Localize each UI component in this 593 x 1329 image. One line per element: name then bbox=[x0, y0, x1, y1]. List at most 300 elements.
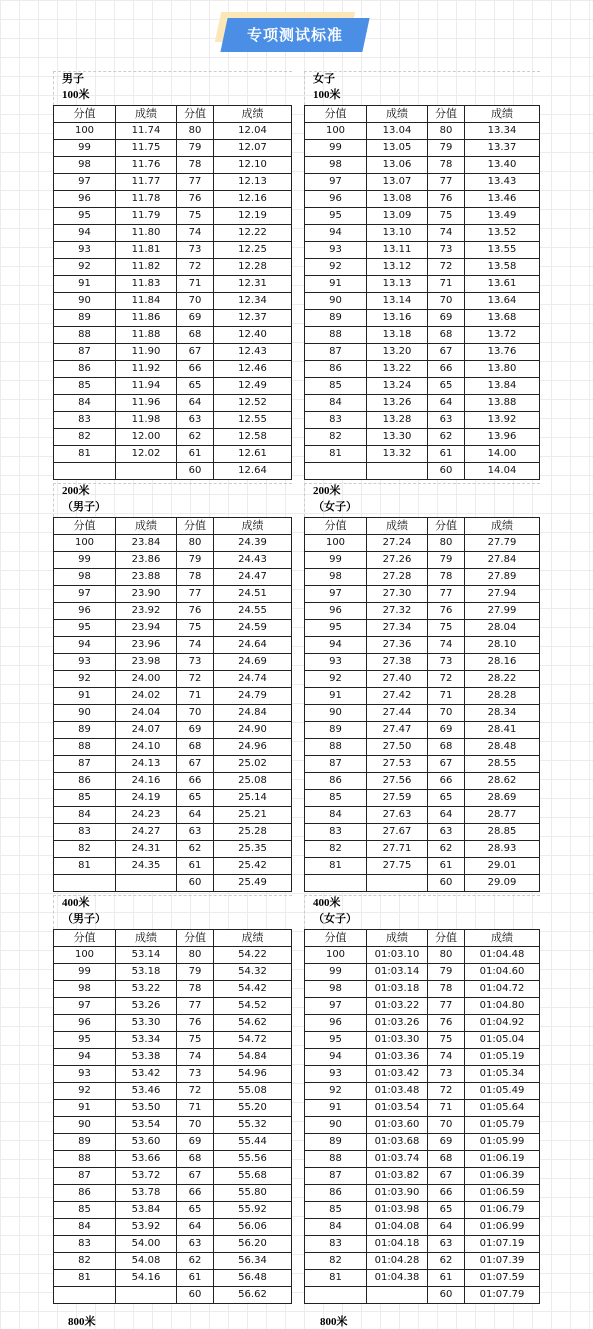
table-row bbox=[54, 1185, 292, 1202]
table-cell: 24.90 bbox=[214, 722, 292, 739]
table-cell: 68 bbox=[428, 1151, 465, 1168]
table-cell: 01:07.59 bbox=[465, 1270, 540, 1287]
table-cell: 13.37 bbox=[465, 140, 540, 157]
table-row bbox=[54, 1151, 292, 1168]
table-cell: 70 bbox=[428, 1117, 465, 1134]
section-header-line2: （男子） bbox=[62, 913, 106, 925]
table-cell: 75 bbox=[177, 1032, 214, 1049]
table-cell: 13.55 bbox=[465, 242, 540, 259]
section-header-line1: 200米 bbox=[62, 485, 90, 497]
table-cell: 54.72 bbox=[214, 1032, 292, 1049]
table-cell: 92 bbox=[54, 259, 116, 276]
table-cell: 24.35 bbox=[116, 858, 177, 875]
table-header-row bbox=[54, 518, 292, 535]
table-cell: 24.47 bbox=[214, 569, 292, 586]
table-cell: 83 bbox=[305, 824, 367, 841]
table-cell: 80 bbox=[428, 123, 465, 140]
table-row bbox=[54, 378, 292, 395]
table-cell: 68 bbox=[177, 739, 214, 756]
table-cell: 90 bbox=[54, 705, 116, 722]
table-cell: 54.00 bbox=[116, 1236, 177, 1253]
section-header bbox=[304, 71, 540, 105]
table-cell: 89 bbox=[54, 310, 116, 327]
table-cell: 24.59 bbox=[214, 620, 292, 637]
table-cell: 28.28 bbox=[465, 688, 540, 705]
table-cell: 69 bbox=[428, 722, 465, 739]
table-cell: 28.22 bbox=[465, 671, 540, 688]
table-cell: 01:03.22 bbox=[367, 998, 428, 1015]
table-cell: 27.94 bbox=[465, 586, 540, 603]
table-cell: 64 bbox=[177, 807, 214, 824]
table-cell: 11.80 bbox=[116, 225, 177, 242]
table-cell: 96 bbox=[305, 1015, 367, 1032]
table-cell: 83 bbox=[305, 412, 367, 429]
table-cell: 13.34 bbox=[465, 123, 540, 140]
table-row bbox=[305, 1100, 540, 1117]
table-cell: 73 bbox=[177, 242, 214, 259]
table-row bbox=[305, 790, 540, 807]
table-cell: 85 bbox=[305, 378, 367, 395]
table-cell: 69 bbox=[177, 1134, 214, 1151]
table-cell: 63 bbox=[177, 412, 214, 429]
table-cell: 11.78 bbox=[116, 191, 177, 208]
table-cell: 53.18 bbox=[116, 964, 177, 981]
table-cell: 81 bbox=[305, 446, 367, 463]
table-row bbox=[305, 225, 540, 242]
table-cell: 97 bbox=[305, 998, 367, 1015]
table-cell: 87 bbox=[305, 756, 367, 773]
table-cell: 13.04 bbox=[367, 123, 428, 140]
table-cell: 11.75 bbox=[116, 140, 177, 157]
table-row bbox=[305, 807, 540, 824]
table-cell: 53.46 bbox=[116, 1083, 177, 1100]
table-cell: 81 bbox=[54, 858, 116, 875]
female-section-2 bbox=[304, 895, 540, 1304]
table-cell: 27.24 bbox=[367, 535, 428, 552]
male-section-0 bbox=[53, 71, 292, 480]
table-cell: 53.60 bbox=[116, 1134, 177, 1151]
section-header-line2: 100米 bbox=[62, 89, 90, 101]
table-cell: 65 bbox=[428, 378, 465, 395]
table-cell: 13.08 bbox=[367, 191, 428, 208]
table-cell: 88 bbox=[54, 1151, 116, 1168]
table-cell: 77 bbox=[177, 998, 214, 1015]
table-cell: 13.72 bbox=[465, 327, 540, 344]
table-cell: 87 bbox=[54, 1168, 116, 1185]
section-header-line1: 400米 bbox=[313, 897, 341, 909]
table-row bbox=[54, 1049, 292, 1066]
table-cell: 71 bbox=[428, 1100, 465, 1117]
table-cell: 98 bbox=[305, 157, 367, 174]
table-cell: 55.80 bbox=[214, 1185, 292, 1202]
table-cell: 01:04.72 bbox=[465, 981, 540, 998]
table-row bbox=[305, 705, 540, 722]
table-cell: 28.77 bbox=[465, 807, 540, 824]
table-row bbox=[305, 1015, 540, 1032]
table-row bbox=[305, 654, 540, 671]
table-cell: 13.68 bbox=[465, 310, 540, 327]
score-table bbox=[53, 105, 292, 480]
table-cell: 24.07 bbox=[116, 722, 177, 739]
table-cell: 81 bbox=[54, 446, 116, 463]
table-cell: 01:06.19 bbox=[465, 1151, 540, 1168]
table-cell: 01:03.36 bbox=[367, 1049, 428, 1066]
table-row bbox=[54, 947, 292, 964]
table-cell: 01:06.99 bbox=[465, 1219, 540, 1236]
table-cell: 69 bbox=[177, 310, 214, 327]
table-cell: 12.07 bbox=[214, 140, 292, 157]
table-cell: 74 bbox=[428, 1049, 465, 1066]
table-row bbox=[54, 1219, 292, 1236]
table-cell: 76 bbox=[428, 1015, 465, 1032]
table-cell bbox=[367, 1287, 428, 1304]
table-cell: 75 bbox=[428, 1032, 465, 1049]
table-cell: 24.43 bbox=[214, 552, 292, 569]
table-cell: 87 bbox=[305, 1168, 367, 1185]
table-cell: 13.22 bbox=[367, 361, 428, 378]
table-cell: 66 bbox=[177, 773, 214, 790]
table-cell: 76 bbox=[428, 191, 465, 208]
table-cell: 75 bbox=[177, 208, 214, 225]
table-cell: 53.14 bbox=[116, 947, 177, 964]
table-cell: 55.20 bbox=[214, 1100, 292, 1117]
table-row bbox=[54, 225, 292, 242]
column-header: 成绩 bbox=[465, 106, 540, 123]
table-row bbox=[305, 569, 540, 586]
table-cell: 13.49 bbox=[465, 208, 540, 225]
table-cell: 24.04 bbox=[116, 705, 177, 722]
table-row bbox=[54, 1168, 292, 1185]
table-cell: 14.04 bbox=[465, 463, 540, 480]
table-cell: 85 bbox=[54, 1202, 116, 1219]
table-cell: 93 bbox=[305, 242, 367, 259]
column-header: 分值 bbox=[428, 518, 465, 535]
table-row bbox=[305, 327, 540, 344]
table-row bbox=[54, 344, 292, 361]
table-cell: 80 bbox=[428, 947, 465, 964]
table-row bbox=[54, 259, 292, 276]
table-cell: 99 bbox=[305, 140, 367, 157]
table-cell: 100 bbox=[305, 535, 367, 552]
table-cell: 94 bbox=[305, 637, 367, 654]
table-cell: 79 bbox=[428, 552, 465, 569]
table-cell: 13.76 bbox=[465, 344, 540, 361]
table-cell: 11.83 bbox=[116, 276, 177, 293]
table-cell: 28.41 bbox=[465, 722, 540, 739]
table-cell: 24.69 bbox=[214, 654, 292, 671]
column-header: 成绩 bbox=[367, 518, 428, 535]
table-row bbox=[305, 208, 540, 225]
table-row bbox=[54, 276, 292, 293]
table-cell: 29.09 bbox=[465, 875, 540, 892]
table-cell: 01:03.54 bbox=[367, 1100, 428, 1117]
table-cell: 53.34 bbox=[116, 1032, 177, 1049]
table-cell: 100 bbox=[54, 123, 116, 140]
table-cell: 11.74 bbox=[116, 123, 177, 140]
table-cell: 27.28 bbox=[367, 569, 428, 586]
table-cell: 70 bbox=[428, 705, 465, 722]
table-cell: 93 bbox=[54, 242, 116, 259]
table-cell: 55.32 bbox=[214, 1117, 292, 1134]
table-cell: 54.32 bbox=[214, 964, 292, 981]
table-cell: 84 bbox=[305, 1219, 367, 1236]
next-section-male-header: 800米 bbox=[68, 1316, 96, 1328]
table-cell: 92 bbox=[54, 1083, 116, 1100]
table-cell: 13.12 bbox=[367, 259, 428, 276]
table-cell: 92 bbox=[54, 671, 116, 688]
table-cell: 12.61 bbox=[214, 446, 292, 463]
table-row bbox=[54, 773, 292, 790]
section-header bbox=[53, 71, 292, 105]
table-cell: 67 bbox=[177, 756, 214, 773]
table-cell: 13.06 bbox=[367, 157, 428, 174]
table-row bbox=[305, 1151, 540, 1168]
table-cell: 23.96 bbox=[116, 637, 177, 654]
table-cell: 28.16 bbox=[465, 654, 540, 671]
table-cell bbox=[367, 875, 428, 892]
table-cell: 24.02 bbox=[116, 688, 177, 705]
table-cell: 01:03.74 bbox=[367, 1151, 428, 1168]
column-header: 分值 bbox=[54, 518, 116, 535]
table-row bbox=[305, 191, 540, 208]
table-cell: 13.18 bbox=[367, 327, 428, 344]
table-cell: 25.42 bbox=[214, 858, 292, 875]
table-cell: 24.79 bbox=[214, 688, 292, 705]
table-row bbox=[305, 535, 540, 552]
table-cell: 64 bbox=[177, 395, 214, 412]
table-cell: 27.47 bbox=[367, 722, 428, 739]
table-cell: 100 bbox=[54, 947, 116, 964]
table-row bbox=[54, 841, 292, 858]
table-row bbox=[305, 552, 540, 569]
table-row bbox=[305, 773, 540, 790]
table-row bbox=[54, 174, 292, 191]
table-row bbox=[305, 276, 540, 293]
table-cell: 79 bbox=[177, 964, 214, 981]
column-header: 分值 bbox=[54, 106, 116, 123]
table-cell: 25.35 bbox=[214, 841, 292, 858]
table-cell: 91 bbox=[54, 1100, 116, 1117]
table-cell: 74 bbox=[177, 1049, 214, 1066]
table-cell: 53.26 bbox=[116, 998, 177, 1015]
table-cell: 82 bbox=[54, 1253, 116, 1270]
table-row bbox=[54, 620, 292, 637]
table-cell: 60 bbox=[428, 463, 465, 480]
table-cell: 86 bbox=[305, 773, 367, 790]
table-cell: 62 bbox=[177, 429, 214, 446]
table-cell: 99 bbox=[305, 964, 367, 981]
table-row bbox=[54, 739, 292, 756]
table-cell: 77 bbox=[177, 174, 214, 191]
table-cell: 67 bbox=[177, 344, 214, 361]
table-cell: 13.40 bbox=[465, 157, 540, 174]
table-row bbox=[305, 174, 540, 191]
table-cell: 53.66 bbox=[116, 1151, 177, 1168]
table-cell: 64 bbox=[177, 1219, 214, 1236]
table-row bbox=[305, 310, 540, 327]
table-row bbox=[54, 1083, 292, 1100]
table-row bbox=[305, 1066, 540, 1083]
table-row bbox=[305, 395, 540, 412]
table-row bbox=[305, 756, 540, 773]
table-row bbox=[54, 361, 292, 378]
table-row bbox=[54, 535, 292, 552]
table-cell: 71 bbox=[428, 276, 465, 293]
column-header: 成绩 bbox=[367, 930, 428, 947]
column-header: 成绩 bbox=[214, 518, 292, 535]
table-row bbox=[305, 378, 540, 395]
table-row bbox=[54, 637, 292, 654]
section-header-line2: （男子） bbox=[62, 501, 106, 513]
table-cell: 11.96 bbox=[116, 395, 177, 412]
table-cell: 01:03.90 bbox=[367, 1185, 428, 1202]
score-table bbox=[53, 517, 292, 892]
table-cell: 64 bbox=[428, 395, 465, 412]
table-row bbox=[54, 552, 292, 569]
section-header-line2: （女子） bbox=[313, 501, 357, 513]
table-cell: 85 bbox=[54, 790, 116, 807]
table-cell: 60 bbox=[177, 875, 214, 892]
table-cell: 01:03.68 bbox=[367, 1134, 428, 1151]
next-section-female-header: 800米 bbox=[320, 1316, 348, 1328]
table-cell: 01:03.82 bbox=[367, 1168, 428, 1185]
table-row bbox=[54, 688, 292, 705]
table-row bbox=[54, 1100, 292, 1117]
table-cell: 74 bbox=[428, 637, 465, 654]
table-row bbox=[54, 790, 292, 807]
table-cell: 53.42 bbox=[116, 1066, 177, 1083]
table-cell: 27.89 bbox=[465, 569, 540, 586]
table-row bbox=[305, 998, 540, 1015]
table-cell: 67 bbox=[428, 344, 465, 361]
table-cell: 24.10 bbox=[116, 739, 177, 756]
table-row bbox=[305, 1219, 540, 1236]
table-cell: 61 bbox=[177, 858, 214, 875]
table-cell: 14.00 bbox=[465, 446, 540, 463]
table-cell: 13.32 bbox=[367, 446, 428, 463]
table-cell: 71 bbox=[177, 688, 214, 705]
table-cell: 13.84 bbox=[465, 378, 540, 395]
table-row bbox=[54, 191, 292, 208]
table-row bbox=[305, 603, 540, 620]
table-cell: 28.85 bbox=[465, 824, 540, 841]
table-cell: 89 bbox=[54, 1134, 116, 1151]
table-cell: 78 bbox=[428, 981, 465, 998]
table-cell: 61 bbox=[177, 446, 214, 463]
table-cell: 27.56 bbox=[367, 773, 428, 790]
table-cell: 01:03.42 bbox=[367, 1066, 428, 1083]
column-header: 分值 bbox=[177, 106, 214, 123]
table-cell: 23.94 bbox=[116, 620, 177, 637]
table-cell: 01:06.79 bbox=[465, 1202, 540, 1219]
table-cell: 53.30 bbox=[116, 1015, 177, 1032]
table-cell: 81 bbox=[305, 1270, 367, 1287]
table-cell: 54.96 bbox=[214, 1066, 292, 1083]
table-cell: 27.36 bbox=[367, 637, 428, 654]
table-cell: 13.10 bbox=[367, 225, 428, 242]
table-cell bbox=[54, 1287, 116, 1304]
table-cell: 89 bbox=[305, 722, 367, 739]
section-header bbox=[304, 483, 540, 517]
column-header: 分值 bbox=[428, 106, 465, 123]
table-row bbox=[54, 671, 292, 688]
table-cell: 63 bbox=[428, 412, 465, 429]
table-cell: 27.40 bbox=[367, 671, 428, 688]
table-row bbox=[305, 688, 540, 705]
table-cell: 97 bbox=[54, 586, 116, 603]
table-header-row bbox=[54, 106, 292, 123]
table-cell: 90 bbox=[305, 1117, 367, 1134]
table-cell: 100 bbox=[305, 947, 367, 964]
table-row bbox=[305, 1270, 540, 1287]
table-cell: 94 bbox=[54, 225, 116, 242]
table-cell: 27.99 bbox=[465, 603, 540, 620]
table-cell: 89 bbox=[305, 310, 367, 327]
table-cell: 12.43 bbox=[214, 344, 292, 361]
table-cell: 01:03.60 bbox=[367, 1117, 428, 1134]
table-cell: 96 bbox=[305, 191, 367, 208]
table-cell: 78 bbox=[428, 569, 465, 586]
table-cell: 13.30 bbox=[367, 429, 428, 446]
table-cell: 13.88 bbox=[465, 395, 540, 412]
table-cell: 72 bbox=[428, 259, 465, 276]
table-cell: 24.84 bbox=[214, 705, 292, 722]
table-row bbox=[54, 208, 292, 225]
section-header-line2: 100米 bbox=[313, 89, 341, 101]
table-cell: 82 bbox=[305, 841, 367, 858]
table-cell: 96 bbox=[54, 1015, 116, 1032]
table-row bbox=[305, 586, 540, 603]
table-cell: 24.55 bbox=[214, 603, 292, 620]
table-cell: 99 bbox=[305, 552, 367, 569]
table-cell: 01:03.30 bbox=[367, 1032, 428, 1049]
table-cell: 91 bbox=[54, 688, 116, 705]
table-cell: 80 bbox=[428, 535, 465, 552]
section-header bbox=[304, 895, 540, 929]
table-cell: 24.19 bbox=[116, 790, 177, 807]
table-cell: 65 bbox=[177, 1202, 214, 1219]
column-header: 分值 bbox=[177, 518, 214, 535]
table-cell: 65 bbox=[428, 790, 465, 807]
table-cell: 76 bbox=[177, 1015, 214, 1032]
table-cell: 96 bbox=[305, 603, 367, 620]
table-cell: 12.64 bbox=[214, 463, 292, 480]
table-cell: 85 bbox=[305, 1202, 367, 1219]
table-cell: 29.01 bbox=[465, 858, 540, 875]
table-cell: 67 bbox=[177, 1168, 214, 1185]
table-cell: 97 bbox=[54, 998, 116, 1015]
table-cell: 66 bbox=[177, 361, 214, 378]
table-header-row bbox=[305, 518, 540, 535]
table-cell: 84 bbox=[54, 1219, 116, 1236]
table-cell: 11.84 bbox=[116, 293, 177, 310]
table-row bbox=[54, 569, 292, 586]
table-cell: 27.32 bbox=[367, 603, 428, 620]
table-cell: 12.40 bbox=[214, 327, 292, 344]
table-row bbox=[305, 412, 540, 429]
table-cell: 13.96 bbox=[465, 429, 540, 446]
table-cell: 97 bbox=[305, 586, 367, 603]
table-cell: 100 bbox=[54, 535, 116, 552]
table-cell: 77 bbox=[177, 586, 214, 603]
table-cell: 54.52 bbox=[214, 998, 292, 1015]
table-row bbox=[305, 1287, 540, 1304]
column-header: 分值 bbox=[428, 930, 465, 947]
table-cell: 12.00 bbox=[116, 429, 177, 446]
table-cell: 24.31 bbox=[116, 841, 177, 858]
table-cell: 01:05.19 bbox=[465, 1049, 540, 1066]
table-cell: 83 bbox=[54, 824, 116, 841]
